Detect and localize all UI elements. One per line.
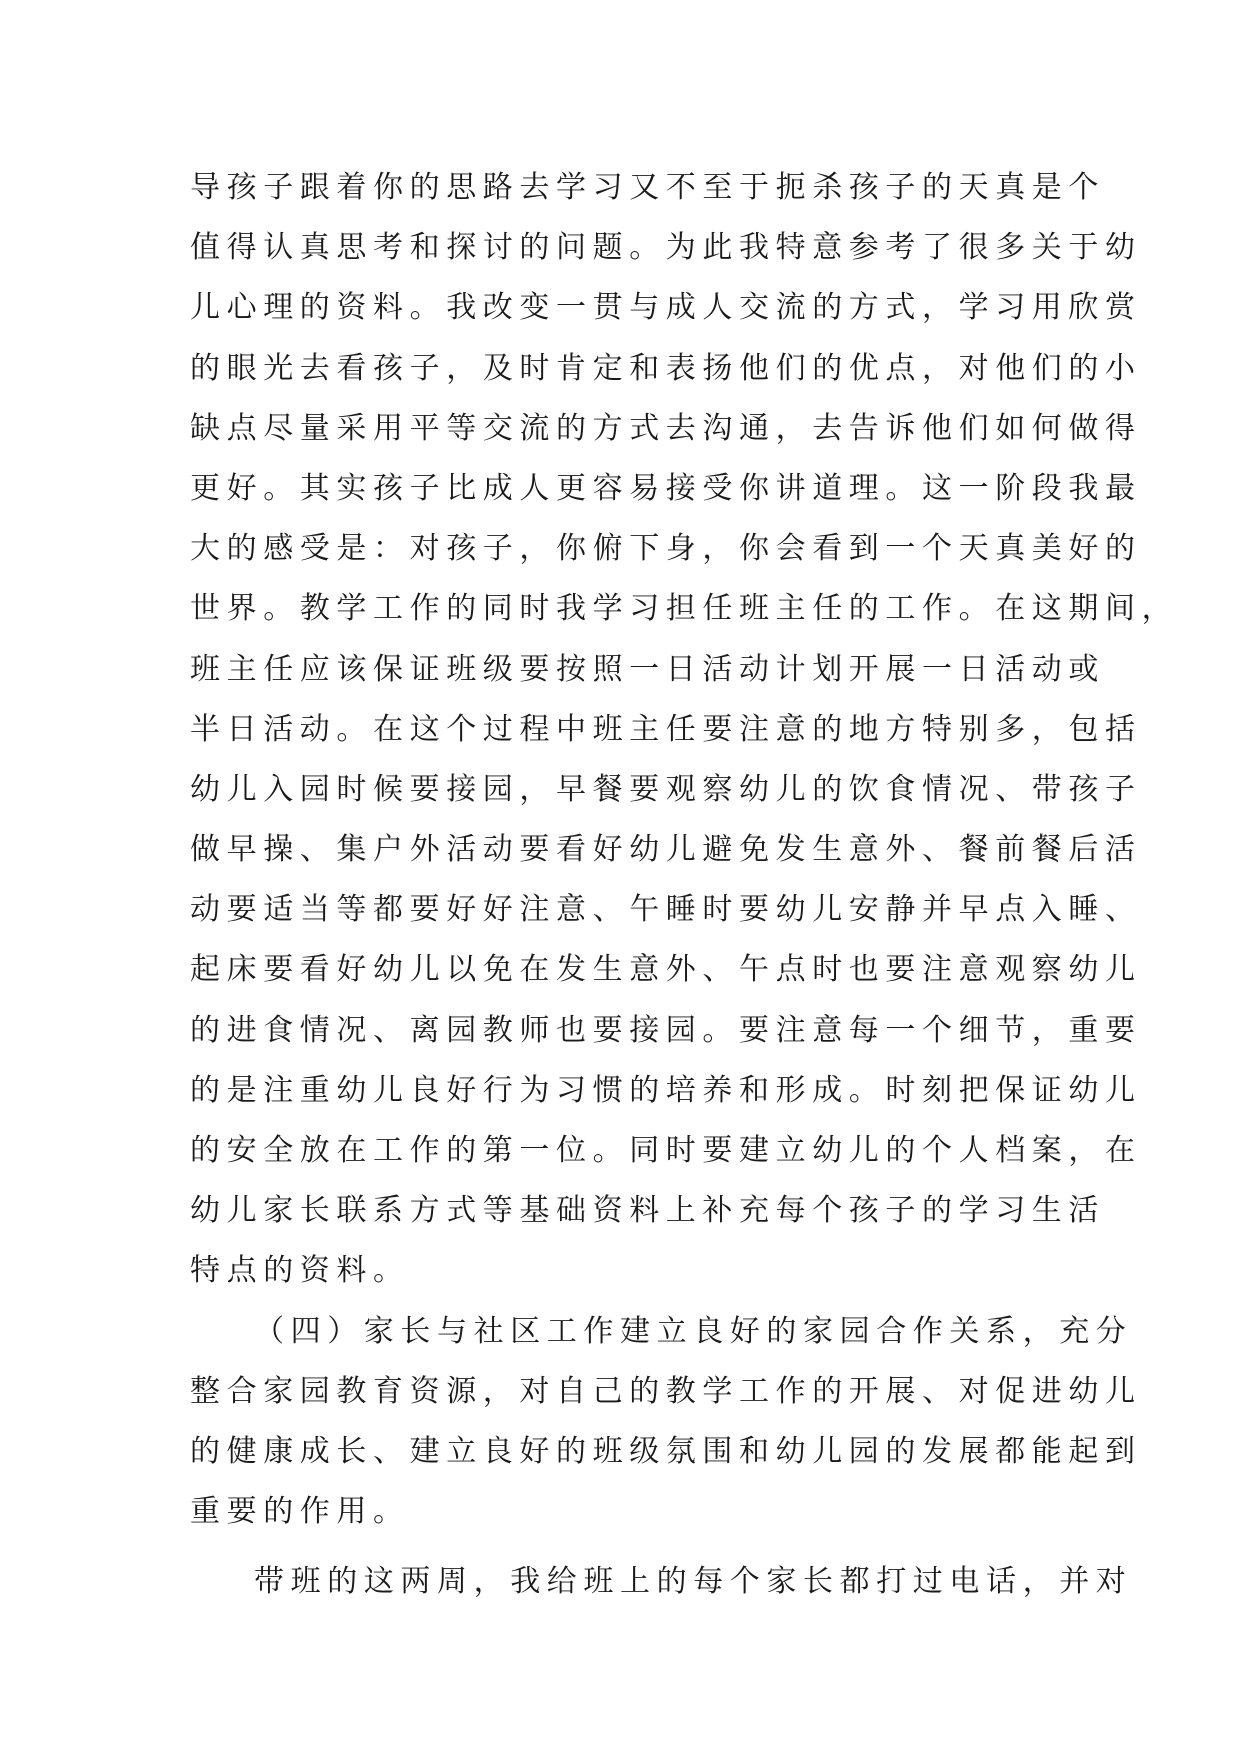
text-line: 特点的资料。 [190, 1253, 410, 1289]
text-line: 导孩子跟着你的思路去学习又不至于扼杀孩子的天真是个 [190, 170, 1105, 205]
text-line: 的进食情况、离园教师也要接园。要注意每一个细节，重要 [190, 1012, 1142, 1048]
text-line: 儿心理的资料。我改变一贯与成人交流的方式，学习用欣赏 [190, 290, 1142, 326]
body-text [190, 158, 1179, 1613]
text-line: 幼儿家长联系方式等基础资料上补充每个孩子的学习生活 [190, 1193, 1105, 1229]
text-line: 整合家园教育资源，对自己的教学工作的开展、对促进幼儿 [190, 1373, 1142, 1409]
text-line: 的健康成长、建立良好的班级氛围和幼儿园的发展都能起到 [190, 1433, 1142, 1469]
text-line: 大的感受是：对孩子，你俯下身，你会看到一个天真美好的 [190, 531, 1142, 567]
text-line: 更好。其实孩子比成人更容易接受你讲道理。这一阶段我最 [190, 470, 1142, 506]
section-heading-line: （四）家长与社区工作建立良好的家园合作关系，充分 [254, 1313, 1133, 1349]
text-line: 的眼光去看孩子，及时肯定和表扬他们的优点，对他们的小 [190, 350, 1142, 386]
paragraph-start-line: 带班的这两周，我给班上的每个家长都打过电话，并对 [254, 1564, 1133, 1600]
text-line: 的安全放在工作的第一位。同时要建立幼儿的个人档案，在 [190, 1133, 1142, 1168]
text-line: 半日活动。在这个过程中班主任要注意的地方特别多，包括 [190, 711, 1142, 747]
text-line: 的是注重幼儿良好行为习惯的培养和形成。时刻把保证幼儿 [190, 1072, 1142, 1108]
text-line: 值得认真思考和探讨的问题。为此我特意参考了很多关于幼 [190, 230, 1142, 266]
text-line: 幼儿入园时候要接园，早餐要观察幼儿的饮食情况、带孩子 [190, 771, 1142, 807]
text-line: 动要适当等都要好好注意、午睡时要幼儿安静并早点入睡、 [190, 892, 1142, 928]
text-line: 缺点尽量采用平等交流的方式去沟通，去告诉他们如何做得 [190, 410, 1142, 446]
text-line: 世界。教学工作的同时我学习担任班主任的工作。在这期间， [190, 591, 1179, 627]
text-line: 重要的作用。 [190, 1494, 410, 1530]
text-line: 起床要看好幼儿以免在发生意外、午点时也要注意观察幼儿 [190, 952, 1142, 988]
text-line: 班主任应该保证班级要按照一日活动计划开展一日活动或 [190, 651, 1105, 687]
text-line: 做早操、集户外活动要看好幼儿避免发生意外、餐前餐后活 [190, 832, 1142, 868]
